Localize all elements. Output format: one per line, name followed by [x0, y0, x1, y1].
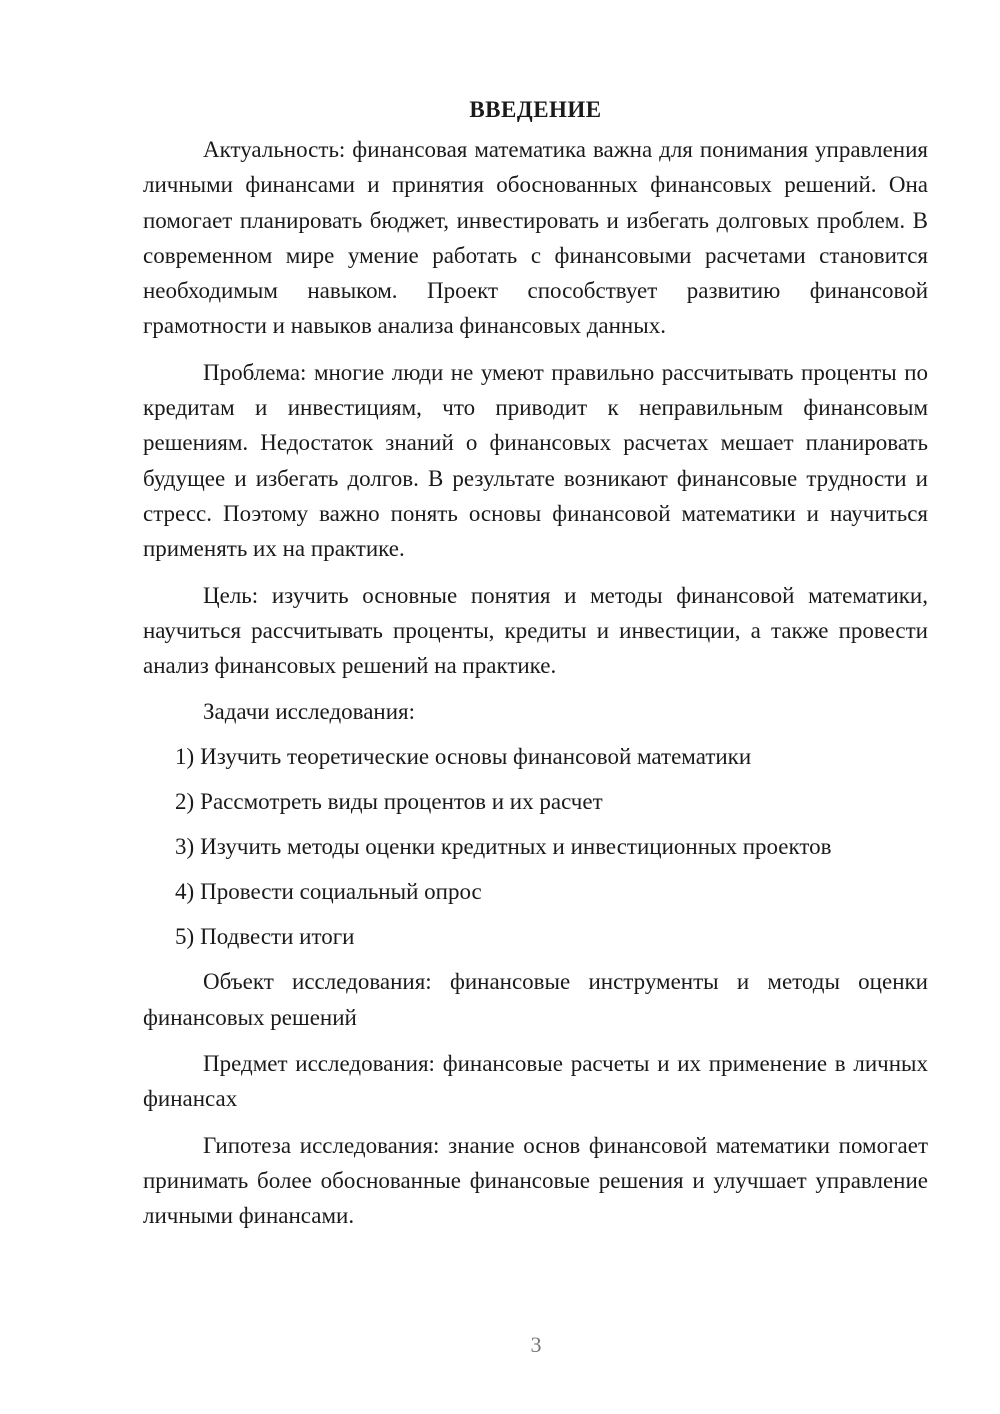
page-number: 3 — [530, 1332, 542, 1357]
list-item-text: Изучить теоретические основы финансовой математики — [200, 744, 752, 770]
list-item-number: 3) — [175, 834, 195, 860]
list-item-text: Изучить методы оценки кредитных и инвестиционных проектов — [200, 834, 832, 860]
relevance-paragraph: Актуальность: финансовая математика важна для понимания управления личными финансами и принятия обоснованных финансовых решений. Она помогает планировать бюджет, инвестировать и избегать долговых проблем. В современном мире умение работать с финансовыми расчетами становится необходимым навыком. Проект способствует развитию финансовой грамотности и навыков анализа финансовых данных. — [143, 137, 928, 339]
tasks-heading: Задачи исследования: — [203, 699, 416, 725]
list-item — [143, 829, 928, 864]
list-item — [143, 739, 928, 774]
object-paragraph: Объект исследования: финансовые инструменты и методы оценки финансовых решений — [143, 969, 928, 1030]
list-item — [143, 874, 928, 909]
list-item — [143, 919, 928, 954]
goal-paragraph: Цель: изучить основные понятия и методы финансовой математики, научиться рассчитывать проценты, кредиты и инвестиции, а также провести анализ финансовых решений на практике. — [143, 582, 928, 679]
hypothesis-paragraph: Гипотеза исследования: знание основ финансовой математики помогает принимать более обоснованные финансовые решения и улучшает управление личными финансами. — [143, 1132, 928, 1229]
list-item-text: Провести социальный опрос — [200, 879, 482, 905]
list-item-text: Подвести итоги — [200, 924, 355, 950]
list-item-text: Рассмотреть виды процентов и их расчет — [200, 789, 603, 815]
list-item — [143, 784, 928, 819]
subject-paragraph: Предмет исследования: финансовые расчеты и их применение в личных финансах — [143, 1051, 928, 1112]
task-list — [143, 739, 928, 954]
page-title: ВВЕДЕНИЕ — [469, 97, 602, 122]
list-item-number: 5) — [175, 924, 195, 950]
list-item-number: 4) — [175, 879, 195, 905]
list-item-number: 2) — [175, 789, 195, 815]
problem-paragraph: Проблема: многие люди не умеют правильно рассчитывать проценты по кредитам и инвестициям, что приводит к неправильным финансовым решениям. Недостаток знаний о финансовых расчетах мешает планировать будущее и избегать долгов. В результате возникают финансовые трудности и стресс. Поэтому важно понять основы финансовой математики и научиться применять их на практике. — [143, 359, 928, 562]
page-content — [143, 92, 928, 1245]
list-item-number: 1) — [175, 744, 195, 770]
